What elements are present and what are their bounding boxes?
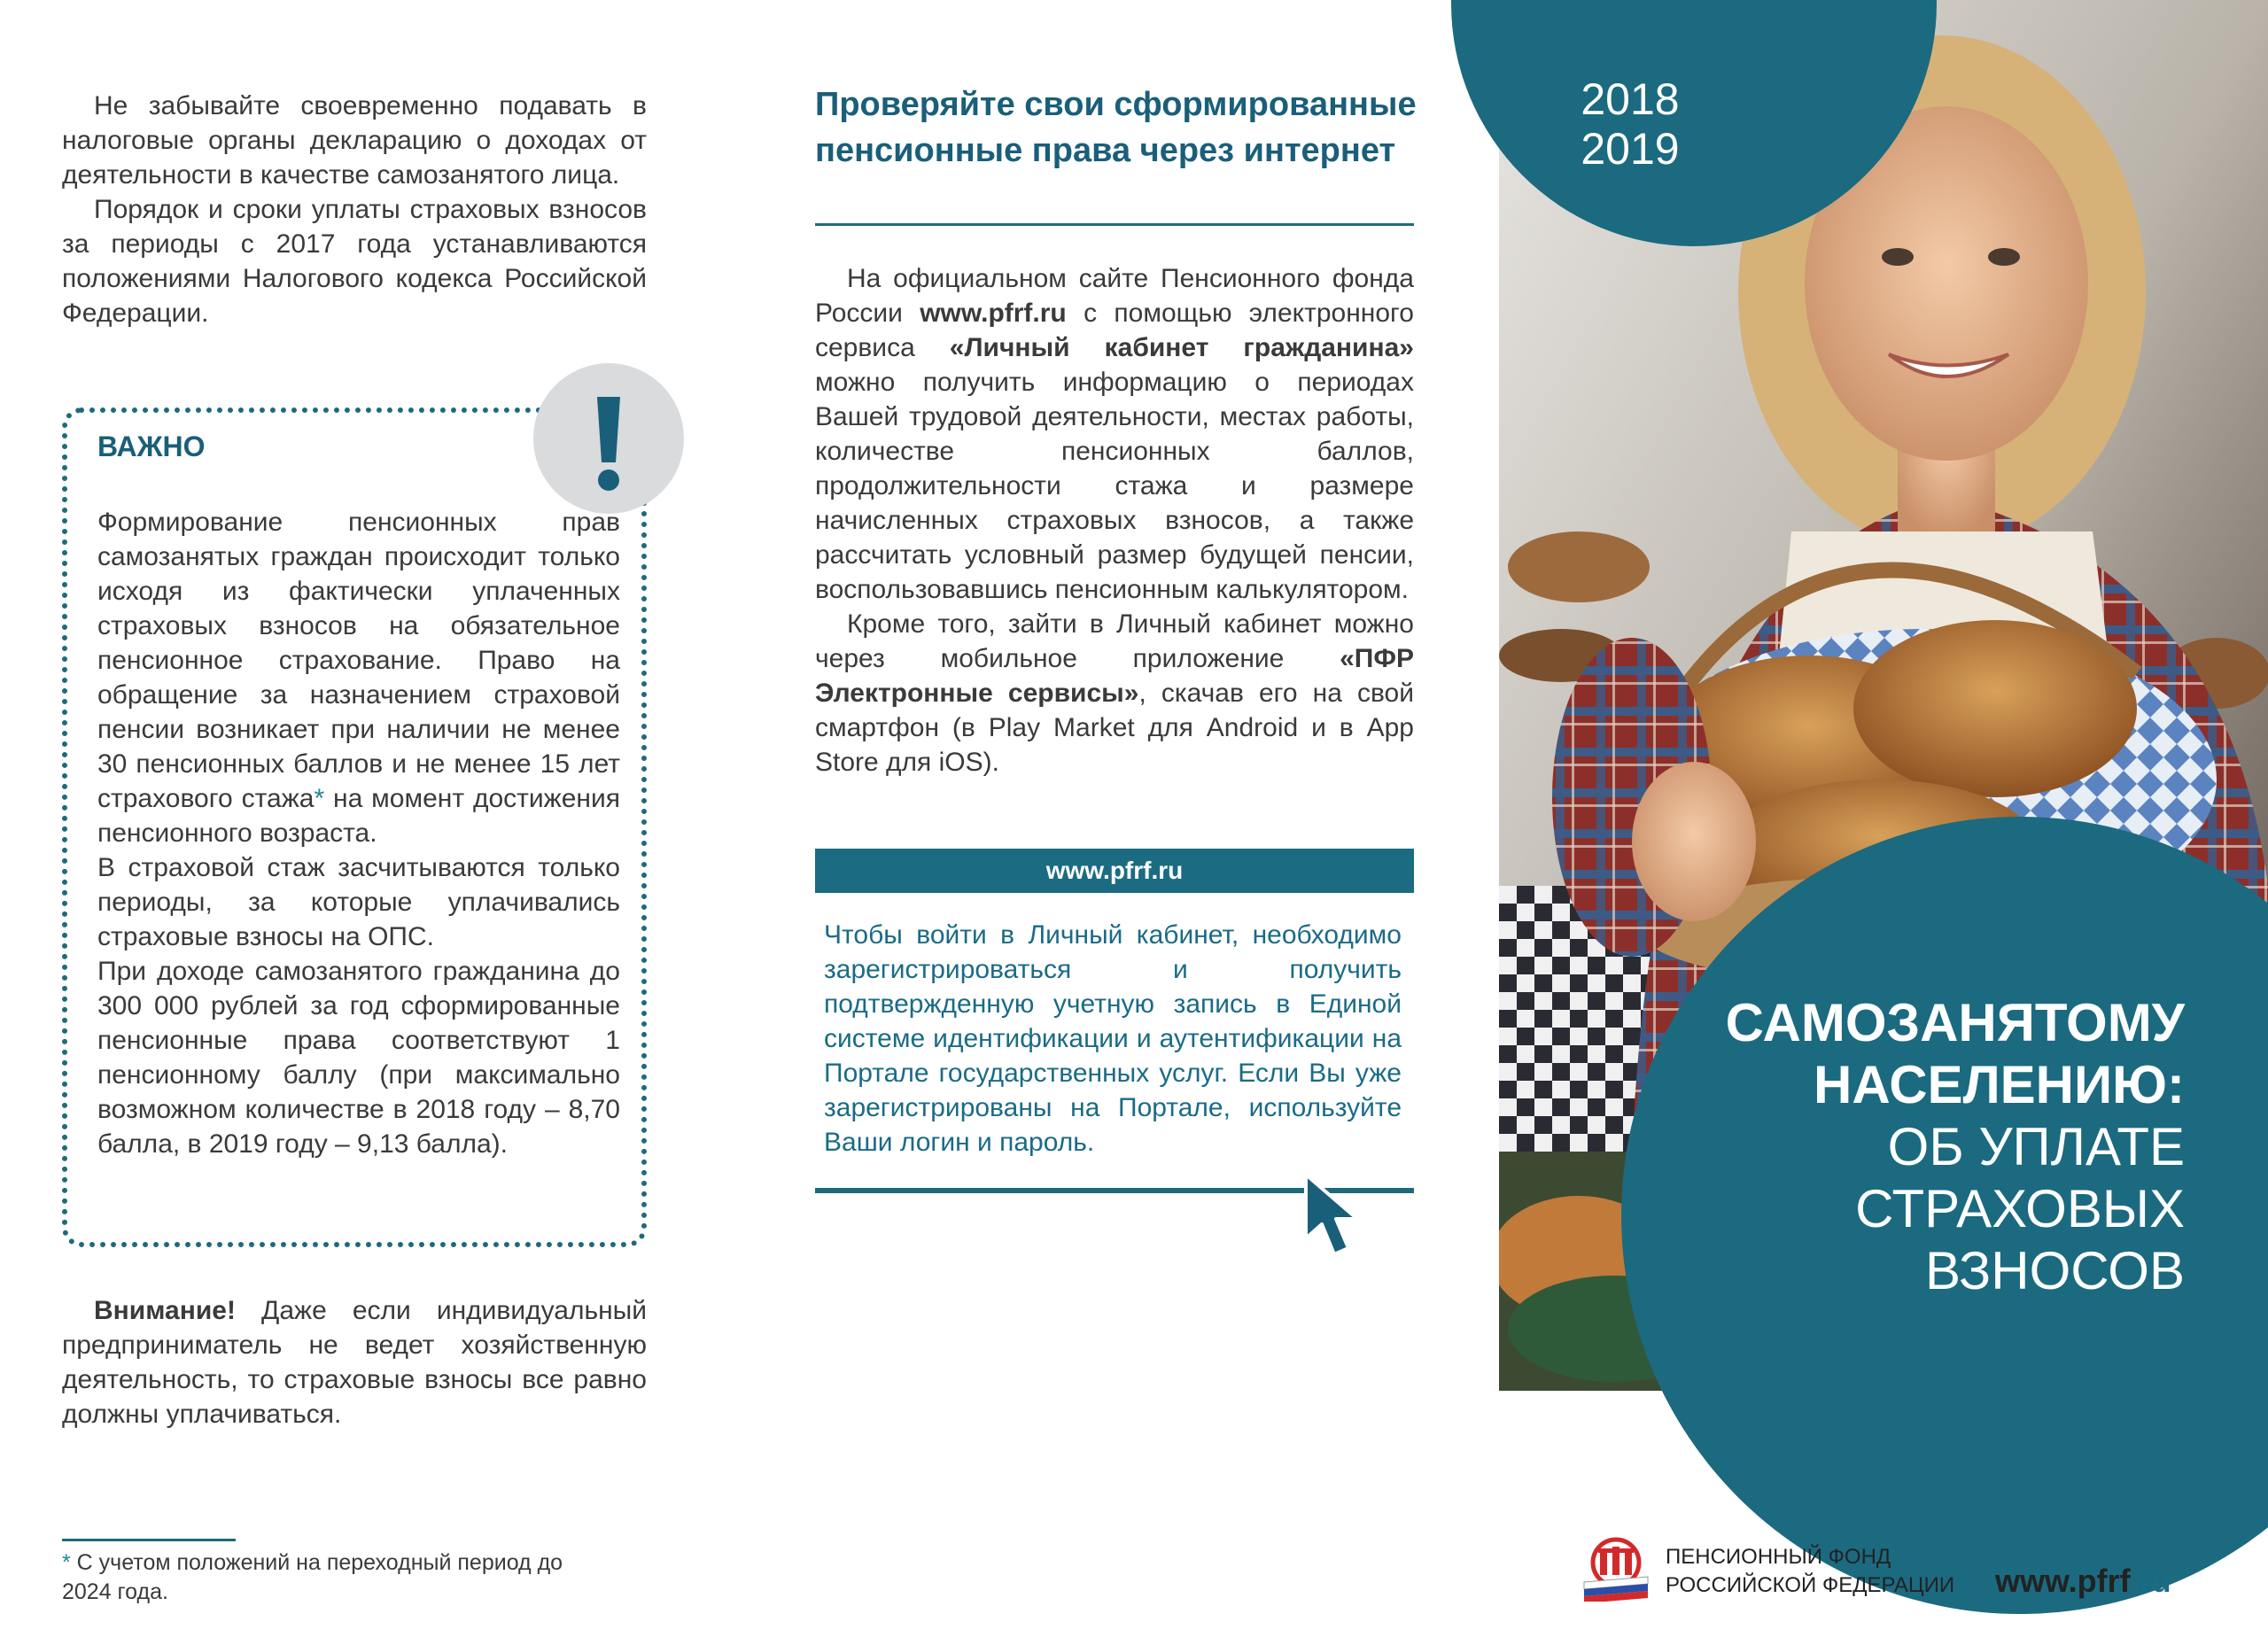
attention-text: Даже если индивидуальный предприниматель не ведет хозяйственную деятельность, то страховые взносы все равно должны уплачиваться. bbox=[62, 1296, 647, 1429]
important-text-a: Формирование пенсионных прав самозанятых граждан происходит только исходя из фактически уплаченных страховых взносов на обязательное пенсионное страхование. Право на обращение за назначением страховой пенсии возникает при наличии не менее 30 пенсионных баллов и не менее 15 лет страхового стажа bbox=[97, 508, 620, 813]
cursor-arrow-icon bbox=[1299, 1171, 1379, 1268]
important-title: ВАЖНО bbox=[97, 431, 206, 462]
site-banner[interactable]: www.pfrf.ru bbox=[815, 849, 1414, 893]
site-host: www.pfrf bbox=[1995, 1563, 2131, 1599]
services-paragraph-1 bbox=[815, 261, 1414, 607]
footnote-star: * bbox=[62, 1550, 71, 1575]
year-text bbox=[1533, 74, 1728, 174]
year-2019: 2019 bbox=[1581, 124, 1680, 174]
year-2018: 2018 bbox=[1581, 74, 1680, 124]
cover-title-line-4: СТРАХОВЫХ bbox=[1855, 1179, 2185, 1238]
login-note: Чтобы войти в Личный кабинет, необходимо зарегистрироваться и получить подтвержденную учетную запись в Единой системе идентификации и аутентификации на Портале государственных услуг. Если Вы уже зарегистрированы на Портале, используйте Ваши логин и пароль. bbox=[824, 920, 1402, 1157]
intro-text bbox=[62, 89, 647, 330]
intro-paragraph-2: Порядок и сроки уплаты страховых взносов за периоды с 2017 года устанавливаются положениями Налогового кодекса Российской Федерации. bbox=[62, 195, 647, 328]
footnote bbox=[62, 1548, 611, 1607]
p2-text-a: Кроме того, зайти в Личный кабинет можно через мобильное приложение bbox=[815, 609, 1414, 673]
cover-title bbox=[1595, 992, 2185, 1302]
online-services-text bbox=[815, 261, 1414, 780]
attention-paragraph bbox=[62, 1293, 647, 1431]
cover-title-line-1: САМОЗАНЯТОМУ bbox=[1725, 993, 2185, 1052]
footnote-divider bbox=[62, 1539, 236, 1541]
org-line-2: РОССИЙСКОЙ ФЕДЕРАЦИИ bbox=[1666, 1573, 1955, 1597]
cover-title-line-5: ВЗНОСОВ bbox=[1925, 1241, 2185, 1300]
important-text bbox=[97, 505, 620, 1161]
attention-bold: Внимание! bbox=[94, 1296, 236, 1325]
cover-title-line-3: ОБ УПЛАТЕ bbox=[1887, 1117, 2185, 1176]
important-star: * bbox=[314, 784, 325, 813]
important-text-d: При доходе самозанятого гражданина до 300 000 рублей за год сформированные пенсионные права соответствуют 1 пенсионному баллу (при максимально возможном количестве в 2018 году – 8,70 балла, в 2019 году – 9,13 балла). bbox=[97, 957, 620, 1159]
personal-account-service: «Личный кабинет гражданина» bbox=[949, 333, 1414, 362]
org-line-1: ПЕНСИОННЫЙ ФОНД bbox=[1666, 1545, 1891, 1569]
p1-text-b: с помощью электронного сервиса bbox=[815, 299, 1414, 362]
pfr-org-name bbox=[1666, 1543, 1954, 1600]
important-text-c: В страховой стаж засчитываются только периоды, за которые уплачивались страховые взносы на ОПС. bbox=[97, 853, 620, 951]
mobile-app-name: «ПФР Электронные сервисы» bbox=[815, 644, 1414, 708]
section-heading: Проверяйте свои сформированные пенсионные права через интернет bbox=[815, 86, 1417, 169]
important-text-b: на момент достижения пенсионного возраста. bbox=[97, 784, 620, 848]
exclamation-icon bbox=[533, 363, 684, 514]
cover-title-line-2: НАСЕЛЕНИЮ: bbox=[1814, 1055, 2185, 1114]
pfr-site-link[interactable]: www.pfrf.ru bbox=[920, 299, 1067, 328]
pfr-site-footer[interactable] bbox=[1995, 1563, 2171, 1600]
site-tld: .ru bbox=[2130, 1563, 2171, 1599]
heading-divider bbox=[815, 223, 1414, 226]
p1-text-c: можно получить информацию о периодах Вашей трудовой деятельности, местах работы, количестве пенсионных баллов, продолжительности стажа и размере начисленных страховых взносов, а также рассчитать условный размер будущей пенсии, воспользовавшись пенсионным калькулятором. bbox=[815, 368, 1414, 604]
services-paragraph-2 bbox=[815, 607, 1414, 780]
important-box bbox=[62, 407, 647, 1247]
intro-paragraph-1: Не забывайте своевременно подавать в налоговые органы декларацию о доходах от деятельности в качестве самозанятого лица. bbox=[62, 91, 647, 190]
p2-text-b: , скачав его на свой смартфон (в Play Market для Android и в App Store для iOS). bbox=[815, 679, 1415, 777]
footnote-text: С учетом положений на переходный период до 2024 года. bbox=[62, 1550, 563, 1604]
pfr-logo-icon bbox=[1581, 1536, 1651, 1602]
p1-text-a: На официальном сайте Пенсионного фонда России bbox=[815, 264, 1414, 328]
